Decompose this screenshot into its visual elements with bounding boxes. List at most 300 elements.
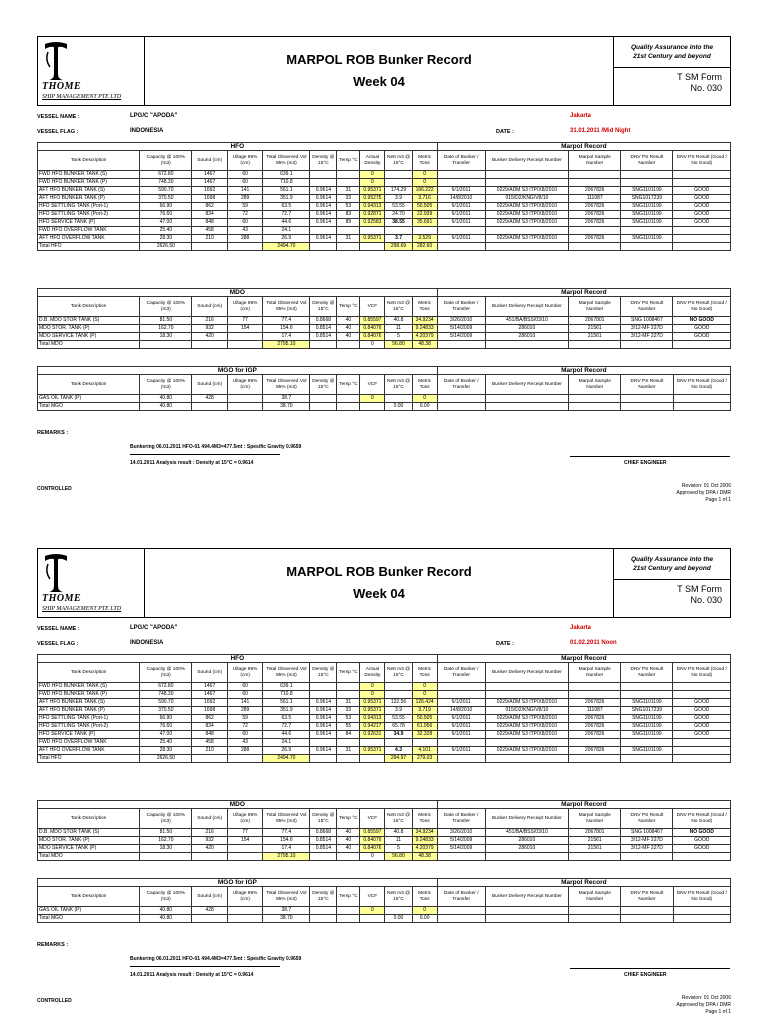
table-cell: 0 xyxy=(412,691,437,699)
table-cell xyxy=(569,179,621,187)
table-cell: 1692 xyxy=(192,187,227,195)
form-line2: No. 030 xyxy=(690,595,722,605)
column-header: Nett m3 @ 15°C xyxy=(385,375,412,395)
table-row xyxy=(38,907,731,915)
table-cell: HFO SETTLING TANK (Port-2) xyxy=(38,723,140,731)
table-cell: 0.8514 xyxy=(310,325,337,333)
bunkering-note: Bunkering 06.01.2011 HFO-01 494.4M3=477.5mt : Spesific Gravity 0.9659 xyxy=(130,956,302,962)
table-cell: 50.505 xyxy=(412,715,437,723)
table-cell: GOOD xyxy=(673,707,731,715)
table-cell: 0.9614 xyxy=(310,219,337,227)
port-value: Jakarta xyxy=(570,113,592,119)
table-cell xyxy=(569,853,621,861)
table-cell: 834 xyxy=(192,211,227,219)
date-value: 01.02.2011 Noon xyxy=(570,640,617,646)
table-cell: 40 xyxy=(337,829,360,837)
table-cell: SNG1101199 xyxy=(621,211,673,219)
table-cell: 2494.70 xyxy=(263,755,310,763)
table-cell: 34.9234 xyxy=(412,317,437,325)
title-box xyxy=(145,548,613,618)
table-cell: 3/12-MF 227D xyxy=(621,325,673,333)
table-cell: 21561 xyxy=(569,325,621,333)
column-header: Sound (cm) xyxy=(192,663,227,683)
table-cell: 111087 xyxy=(569,195,621,203)
table-cell xyxy=(337,243,360,251)
table-cell xyxy=(673,403,730,411)
table-row xyxy=(38,699,731,707)
table-cell: 50.505 xyxy=(412,203,437,211)
column-header: Sound (cm) xyxy=(192,375,227,395)
table-cell: 0.9614 xyxy=(310,715,337,723)
analysis-note: 14.01.2011 Analysis result : Density at 15°C = 0.9614 xyxy=(130,972,254,978)
table-cell: 015/D2/KNG/V8/10 xyxy=(485,195,568,203)
table-cell xyxy=(337,739,360,747)
table-cell: 3.9 xyxy=(385,707,412,715)
table-cell: 72 xyxy=(227,723,262,731)
table-cell: 53 xyxy=(337,203,360,211)
revision-block xyxy=(676,483,731,504)
table-cell: 4.20379 xyxy=(412,333,437,341)
column-header: Date of Bunker / Transfer xyxy=(437,809,485,829)
table-row xyxy=(38,333,731,341)
table-cell: 3/12-MF 227D xyxy=(621,845,673,853)
table-cell: 1698 xyxy=(192,707,227,715)
table-cell xyxy=(485,915,568,923)
revision-line3: Page 1 of 1 xyxy=(705,1009,731,1015)
table-cell: 6/1/2011 xyxy=(437,699,485,707)
column-header: DNV PS Result (Good / No Good) xyxy=(673,297,731,317)
table-cell: 18.30 xyxy=(140,333,192,341)
table-cell: 590.70 xyxy=(140,699,192,707)
column-header: Tank Description xyxy=(38,887,140,907)
table-cell: 53.55 xyxy=(385,203,412,211)
table-cell: 848 xyxy=(192,219,227,227)
table-cell: 34.9 xyxy=(385,731,412,739)
table-cell xyxy=(227,907,262,915)
table-cell xyxy=(569,171,621,179)
table-cell: SNG1101199 xyxy=(621,219,673,227)
table-cell xyxy=(673,691,731,699)
table-cell: 862 xyxy=(192,203,227,211)
table-cell: 53.55 xyxy=(385,715,412,723)
table-cell: NO GOOD xyxy=(673,829,731,837)
controlled-label: CONTROLLED xyxy=(37,998,72,1004)
table-cell: 0.92583 xyxy=(360,219,385,227)
qa-line2: 21st Century and beyond xyxy=(633,565,711,572)
table-cell xyxy=(485,853,568,861)
revision-line1: Revision: 01 Oct 2006 xyxy=(681,483,731,489)
table-cell: 66.90 xyxy=(140,715,192,723)
table-cell: 17.4 xyxy=(263,333,310,341)
table-cell xyxy=(360,227,385,235)
column-header: Tank Description xyxy=(38,151,140,171)
table-cell: 1467 xyxy=(192,179,227,187)
table-cell xyxy=(192,243,227,251)
table-cell xyxy=(310,907,337,915)
table-cell: 0 xyxy=(412,683,437,691)
table-cell: 5/14/2009 xyxy=(437,325,485,333)
column-header: Nett m3 @ 15°C xyxy=(385,809,412,829)
table-cell xyxy=(569,243,621,251)
table-cell: 6/1/2011 xyxy=(437,203,485,211)
table-cell: 72.7 xyxy=(263,211,310,219)
table-cell: GOOD xyxy=(673,325,731,333)
table-cell xyxy=(337,907,360,915)
table-cell xyxy=(437,915,485,923)
table-cell: 174.29 xyxy=(385,187,412,195)
table-cell: 2067826 xyxy=(569,699,621,707)
table-cell: 288 xyxy=(227,235,262,243)
table-cell xyxy=(385,395,412,403)
table-row xyxy=(38,853,731,861)
table-cell xyxy=(310,395,337,403)
table-cell: 932 xyxy=(192,325,227,333)
table-cell: 31 xyxy=(337,187,360,195)
column-header: DNV PS Result (Good / No Good) xyxy=(673,809,731,829)
vessel-name-value: LPG/C "APODA" xyxy=(130,113,178,119)
hfo-table xyxy=(37,142,731,251)
table-cell: 210 xyxy=(192,235,227,243)
table-cell: 6/1/2011 xyxy=(437,747,485,755)
table-cell: 420 xyxy=(192,333,227,341)
table-row xyxy=(38,179,731,187)
table-cell: 0229/ADM S3 ITP/X8/2010 xyxy=(485,203,568,211)
column-header: Marpol Sample Number xyxy=(569,151,621,171)
column-header: Bunker Delivery Receipt Number xyxy=(485,809,568,829)
table-cell xyxy=(385,907,412,915)
table-cell: 3.716 xyxy=(412,195,437,203)
column-header: DNV PS Result (Good / No Good) xyxy=(673,887,730,907)
table-cell: 0.00 xyxy=(385,403,412,411)
table-cell xyxy=(310,243,337,251)
table-cell: 0229/ADM S3 ITP/X8/2010 xyxy=(485,747,568,755)
table-row xyxy=(38,715,731,723)
table-cell: 286010 xyxy=(485,325,568,333)
table-cell: HFO SERVICE TANK (P) xyxy=(38,219,140,227)
table-cell: 2067801 xyxy=(569,829,621,837)
table-cell: 5/14/2009 xyxy=(437,333,485,341)
table-cell: 40.80 xyxy=(140,915,192,923)
table-cell: 0.84076 xyxy=(360,333,385,341)
port-value: Jakarta xyxy=(570,625,592,631)
table-row xyxy=(38,747,731,755)
table-cell: GOOD xyxy=(673,731,731,739)
table-cell: 76.60 xyxy=(140,723,192,731)
form-line1: T SM Form xyxy=(677,584,722,594)
table-cell xyxy=(192,853,227,861)
table-cell xyxy=(673,179,731,187)
table-row xyxy=(38,317,731,325)
table-cell: 1467 xyxy=(192,683,227,691)
column-header: Tank Description xyxy=(38,809,140,829)
table-cell: 451/BA/BSS/03/10 xyxy=(485,829,568,837)
table-cell: 3.7 xyxy=(385,235,412,243)
table-cell: 26.9 xyxy=(263,747,310,755)
table-cell xyxy=(569,395,621,403)
table-cell xyxy=(227,755,262,763)
table-cell: MDO STOR. TANK (P) xyxy=(38,325,140,333)
form-line2: No. 030 xyxy=(690,83,722,93)
mgo-table xyxy=(37,878,731,923)
table-cell: 60 xyxy=(227,179,262,187)
table-cell: 0.9614 xyxy=(310,195,337,203)
table-cell: 370.50 xyxy=(140,195,192,203)
column-header: Metric Tons xyxy=(412,151,437,171)
table-cell: 61.956 xyxy=(412,723,437,731)
table-cell xyxy=(310,691,337,699)
qa-line1: Quality Assurance into the xyxy=(630,44,714,51)
table-cell: 22.939 xyxy=(412,211,437,219)
table-cell: AFT HFO BUNKER TANK (P) xyxy=(38,707,140,715)
table-cell: 0 xyxy=(360,341,385,349)
table-cell: 0.95275 xyxy=(360,195,385,203)
table-cell: 18.30 xyxy=(140,845,192,853)
remark-underline xyxy=(130,454,280,455)
column-header: DNV PS Result Number xyxy=(621,887,673,907)
table-cell xyxy=(569,683,621,691)
table-cell: 288 xyxy=(227,747,262,755)
table-cell: HFO SETTLING TANK (Port-1) xyxy=(38,203,140,211)
table-cell: 2067826 xyxy=(569,715,621,723)
column-header: Capacity @ 100% (m3) xyxy=(140,663,192,683)
table-cell: 32.328 xyxy=(412,731,437,739)
table-cell: 65.78 xyxy=(385,723,412,731)
table-cell: 28.30 xyxy=(140,235,192,243)
table-cell: 11 xyxy=(385,837,412,845)
table-cell xyxy=(485,243,568,251)
column-header: Date of Bunker / Transfer xyxy=(437,887,485,907)
table-cell: SNG1101199 xyxy=(621,747,673,755)
table-row xyxy=(38,341,731,349)
column-header: Total Observed Vol 95% (m3) xyxy=(263,151,310,171)
column-header: Temp °C xyxy=(337,297,360,317)
table-cell: GAS OIL TANK (P) xyxy=(38,395,140,403)
table-cell: 3/26/2010 xyxy=(437,829,485,837)
table-cell: 748.30 xyxy=(140,179,192,187)
column-header: Date of Bunker / Transfer xyxy=(437,297,485,317)
table-cell: 24.70 xyxy=(385,211,412,219)
table-cell xyxy=(337,755,360,763)
table-cell xyxy=(673,915,730,923)
remark-underline xyxy=(130,966,280,967)
column-header: VCF xyxy=(360,809,385,829)
table-cell xyxy=(310,915,337,923)
table-cell: 561.1 xyxy=(263,187,310,195)
company-logo xyxy=(37,548,145,618)
table-cell xyxy=(621,853,673,861)
table-row xyxy=(38,915,731,923)
table-cell xyxy=(310,179,337,187)
table-cell xyxy=(569,691,621,699)
column-header: Capacity @ 100% (m3) xyxy=(140,297,192,317)
table-cell: 0 xyxy=(412,395,437,403)
column-header: Actual Density xyxy=(360,663,385,683)
table-cell: 0 xyxy=(360,691,385,699)
column-header: Nett m3 @ 15°C xyxy=(385,297,412,317)
column-header: Total Observed Vol 95% (m3) xyxy=(263,375,310,395)
table-cell: 44.6 xyxy=(263,219,310,227)
table-cell: SNG1101199 xyxy=(621,731,673,739)
table-cell: 282.60 xyxy=(412,243,437,251)
table-cell xyxy=(437,403,485,411)
table-cell: 0.95371 xyxy=(360,707,385,715)
column-header: Ullage 95% (cm) xyxy=(227,375,262,395)
table-cell: MDO SERVICE TANK (P) xyxy=(38,845,140,853)
table-cell: 166.222 xyxy=(412,187,437,195)
column-header: VCF xyxy=(360,887,385,907)
table-cell: 0.94313 xyxy=(360,203,385,211)
table-row xyxy=(38,723,731,731)
table-cell: GOOD xyxy=(673,195,731,203)
table-cell xyxy=(485,691,568,699)
column-header: Metric Tons xyxy=(412,375,437,395)
table-cell: GOOD xyxy=(673,187,731,195)
form-header xyxy=(37,36,731,106)
table-cell xyxy=(437,227,485,235)
table-cell xyxy=(621,179,673,187)
table-cell: 834 xyxy=(192,723,227,731)
table-cell: GOOD xyxy=(673,837,731,845)
date-label: DATE : xyxy=(496,641,514,647)
table-cell: 279.03 xyxy=(412,755,437,763)
table-cell: 40.80 xyxy=(140,395,192,403)
table-cell: 0229/ADM S3 ITP/X8/2010 xyxy=(485,235,568,243)
table-cell: 47.00 xyxy=(140,731,192,739)
revision-line2: Approved by DPA / DMR xyxy=(676,1002,731,1008)
table-cell: 3.719 xyxy=(412,707,437,715)
table-cell xyxy=(673,227,731,235)
table-cell: 2067826 xyxy=(569,747,621,755)
table-cell xyxy=(621,227,673,235)
table-cell: 862 xyxy=(192,715,227,723)
table-cell: 14/8/2010 xyxy=(437,195,485,203)
table-cell xyxy=(337,915,360,923)
table-cell: 3/26/2010 xyxy=(437,317,485,325)
table-cell: 40.80 xyxy=(140,907,192,915)
table-cell: 38.55 xyxy=(385,219,412,227)
table-cell: 31 xyxy=(337,747,360,755)
table-cell: 31 xyxy=(337,235,360,243)
table-cell: 14/8/2010 xyxy=(437,707,485,715)
table-cell: 141 xyxy=(227,187,262,195)
logo-text: THOME xyxy=(42,593,82,604)
table-cell: 672.80 xyxy=(140,171,192,179)
column-header: Nett m3 @ 15°C xyxy=(385,887,412,907)
marpol-record-title: Marpol Record xyxy=(437,801,730,809)
vessel-flag-label: VESSEL FLAG : xyxy=(37,641,79,647)
table-cell: 0.84076 xyxy=(360,325,385,333)
column-header: Bunker Delivery Receipt Number xyxy=(485,663,568,683)
table-cell: 351.9 xyxy=(263,195,310,203)
table-cell xyxy=(673,739,731,747)
column-header: Date of Bunker / Transfer xyxy=(437,663,485,683)
table-cell: 60 xyxy=(227,691,262,699)
table-cell xyxy=(310,341,337,349)
table-cell: 848 xyxy=(192,731,227,739)
table-cell: GOOD xyxy=(673,699,731,707)
table-cell: 76.60 xyxy=(140,211,192,219)
table-cell: 2067826 xyxy=(569,203,621,211)
table-cell xyxy=(437,755,485,763)
table-cell: 40 xyxy=(337,325,360,333)
column-header: Bunker Delivery Receipt Number xyxy=(485,375,568,395)
qa-line2: 21st Century and beyond xyxy=(633,53,711,60)
table-cell xyxy=(227,333,262,341)
column-header: Ullage 95% (cm) xyxy=(227,151,262,171)
table-cell xyxy=(673,755,731,763)
table-row xyxy=(38,683,731,691)
table-cell: 60 xyxy=(227,731,262,739)
table-cell: 0.95371 xyxy=(360,747,385,755)
table-cell: MDO STOR. TANK (P) xyxy=(38,837,140,845)
table-cell: 639.1 xyxy=(263,683,310,691)
table-cell: 162.70 xyxy=(140,325,192,333)
table-cell: 77 xyxy=(227,829,262,837)
column-header: DNV PS Result (Good / No Good) xyxy=(673,375,730,395)
hfo-section-title: HFO xyxy=(38,143,438,151)
column-header: Capacity @ 100% (m3) xyxy=(140,375,192,395)
table-cell: 0.00 xyxy=(412,915,437,923)
table-cell xyxy=(227,915,262,923)
table-cell xyxy=(385,691,412,699)
mdo-table xyxy=(37,288,731,349)
table-cell: GOOD xyxy=(673,845,731,853)
column-header: Bunker Delivery Receipt Number xyxy=(485,297,568,317)
table-cell xyxy=(673,853,731,861)
table-cell: 1467 xyxy=(192,691,227,699)
title-box xyxy=(145,36,613,106)
qa-box xyxy=(613,36,731,106)
table-cell: FWD HFO BUNKER TANK (P) xyxy=(38,179,140,187)
column-header: Density @ 15°C xyxy=(310,809,337,829)
qa-text xyxy=(614,43,730,61)
table-cell xyxy=(337,171,360,179)
table-cell xyxy=(437,171,485,179)
table-cell: 5 xyxy=(385,333,412,341)
table-cell: 420 xyxy=(192,845,227,853)
table-cell xyxy=(569,915,621,923)
column-header: DNV PS Result Number xyxy=(621,663,673,683)
table-row xyxy=(38,739,731,747)
table-cell xyxy=(485,403,568,411)
table-cell: MDO SERVICE TANK (P) xyxy=(38,333,140,341)
table-cell xyxy=(485,907,568,915)
marpol-record-title: Marpol Record xyxy=(437,143,730,151)
table-cell xyxy=(437,243,485,251)
column-header: DNV PS Result (Good / No Good) xyxy=(673,151,731,171)
marpol-record-title: Marpol Record xyxy=(437,289,730,297)
table-cell: GOOD xyxy=(673,715,731,723)
table-cell: FWD HFO BUNKER TANK (P) xyxy=(38,691,140,699)
table-cell xyxy=(360,739,385,747)
table-cell: 0.9614 xyxy=(310,699,337,707)
table-cell: 0.8668 xyxy=(310,829,337,837)
table-cell: SNG1101199 xyxy=(621,187,673,195)
table-cell xyxy=(310,403,337,411)
table-cell: 84 xyxy=(337,731,360,739)
table-cell: 6/1/2011 xyxy=(437,219,485,227)
vessel-flag-value: INDONESIA xyxy=(130,128,164,134)
table-cell: 561.1 xyxy=(263,699,310,707)
table-cell: 2067826 xyxy=(569,731,621,739)
column-header: Capacity @ 100% (m3) xyxy=(140,887,192,907)
table-cell: 6/1/2011 xyxy=(437,731,485,739)
table-cell: 44.6 xyxy=(263,731,310,739)
form-title: MARPOL ROB Bunker Record xyxy=(286,52,472,67)
column-header: Total Observed Vol 95% (m3) xyxy=(263,663,310,683)
mdo-section-title: MDO xyxy=(38,801,438,809)
vessel-name-label: VESSEL NAME : xyxy=(37,626,80,632)
